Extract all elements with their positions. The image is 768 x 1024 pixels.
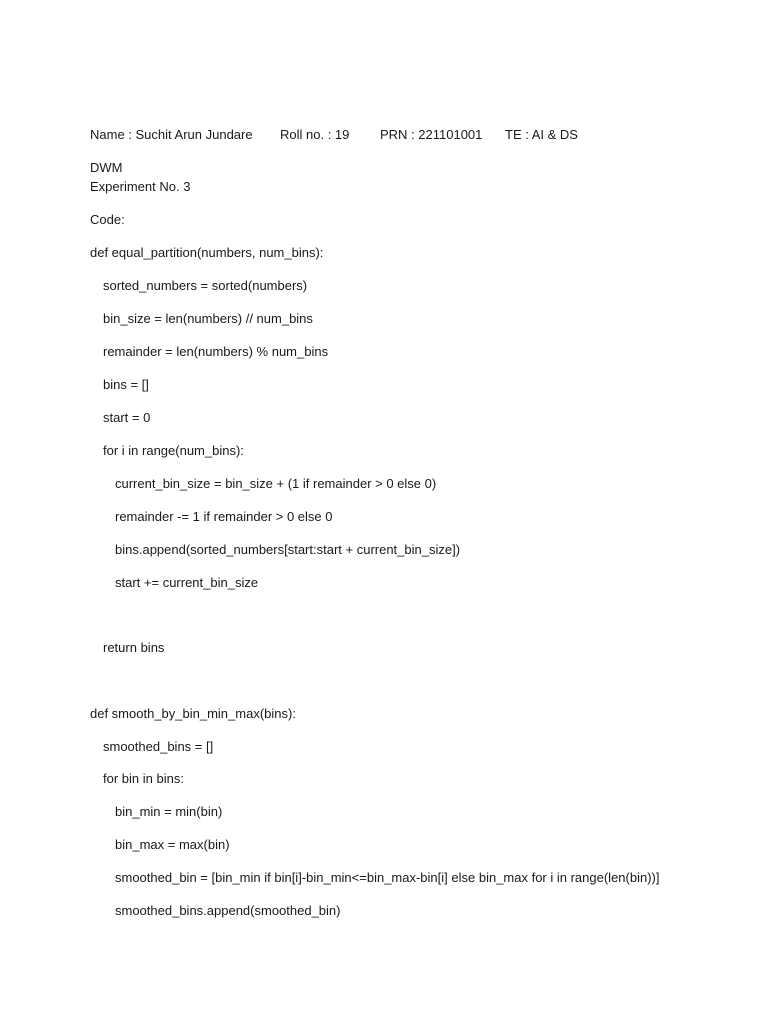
code-line: remainder = len(numbers) % num_bins	[103, 344, 329, 359]
code-line: bin_max = max(bin)	[115, 837, 230, 852]
code-line: for i in range(num_bins):	[103, 443, 244, 458]
roll-number: Roll no. : 19	[280, 127, 350, 142]
code-line: start = 0	[103, 410, 151, 425]
code-line: smoothed_bin = [bin_min if bin[i]-bin_min<=bin_max-bin[i] else bin_max for i in range(len(bin))]	[115, 870, 660, 885]
code-line: smoothed_bins.append(smoothed_bin)	[115, 903, 341, 918]
code-line: remainder -= 1 if remainder > 0 else 0	[115, 509, 333, 524]
code-line: bins.append(sorted_numbers[start:start + current_bin_size])	[115, 542, 461, 557]
code-line: for bin in bins:	[103, 771, 184, 786]
experiment-title: Experiment No. 3	[90, 179, 191, 194]
code-line: sorted_numbers = sorted(numbers)	[103, 278, 308, 293]
code-line: return bins	[103, 640, 165, 655]
code-line: bin_size = len(numbers) // num_bins	[103, 311, 313, 326]
code-line: bin_min = min(bin)	[115, 804, 223, 819]
code-label: Code:	[90, 212, 125, 227]
code-line: current_bin_size = bin_size + (1 if remainder > 0 else 0)	[115, 476, 437, 491]
subject-title: DWM	[90, 160, 123, 175]
code-line: bins = []	[103, 377, 149, 392]
class-label: TE : AI & DS	[505, 127, 578, 142]
code-line: smoothed_bins = []	[103, 739, 214, 754]
code-line: start += current_bin_size	[115, 575, 259, 590]
student-name: Name : Suchit Arun Jundare	[90, 127, 253, 142]
code-line: def equal_partition(numbers, num_bins):	[90, 245, 324, 260]
code-line: def smooth_by_bin_min_max(bins):	[90, 706, 296, 721]
prn-number: PRN : 221101001	[380, 127, 483, 142]
